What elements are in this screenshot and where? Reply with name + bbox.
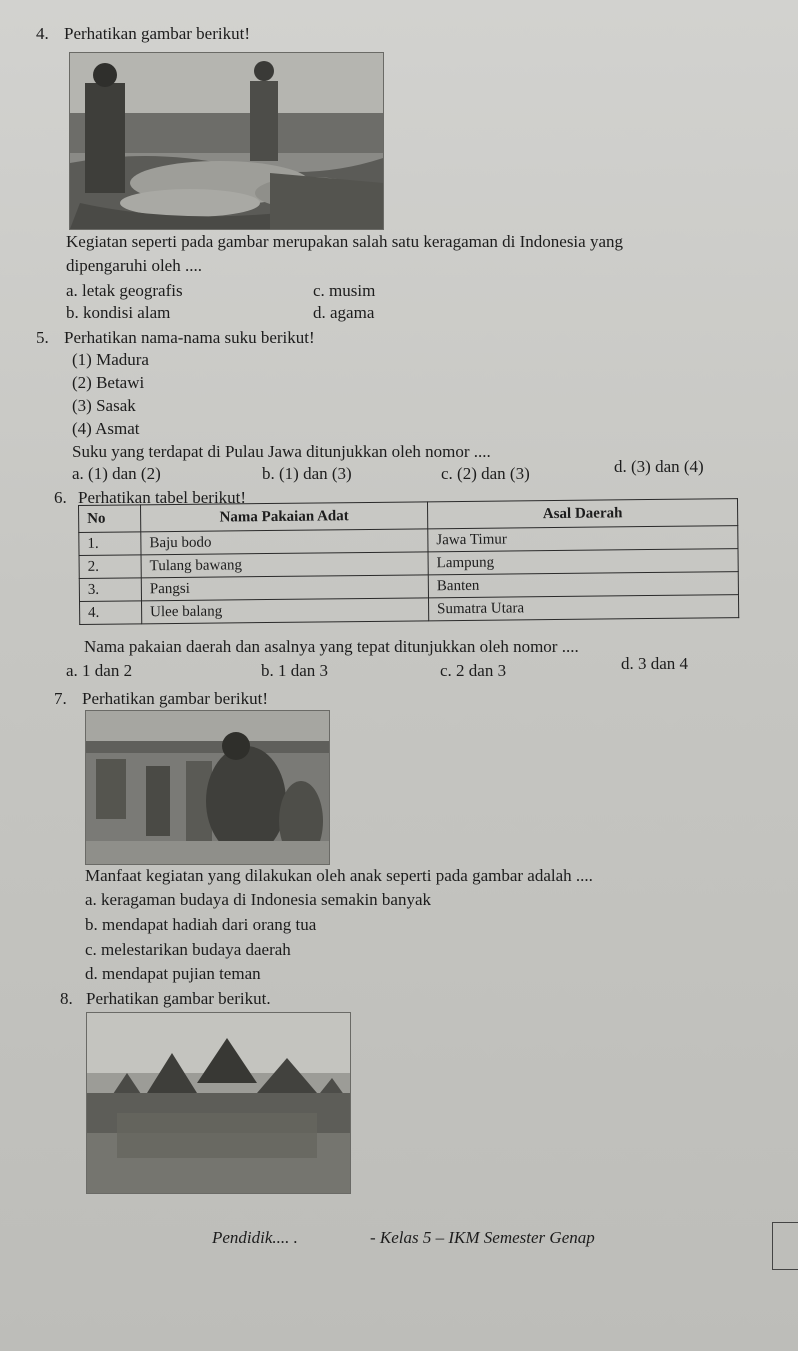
q6-stem: Nama pakaian daerah dan asalnya yang tepat ditunjukkan oleh nomor .... <box>84 637 579 656</box>
q5-option-b: b. (1) dan (3) <box>262 464 352 483</box>
q6-number: 6. <box>54 488 67 507</box>
q5-item-2: (2) Betawi <box>72 373 145 392</box>
fish-market-photo <box>69 52 384 230</box>
q7-option-a: a. keragaman budaya di Indonesia semakin banyak <box>85 890 432 909</box>
q6-option-c: c. 2 dan 3 <box>440 661 507 680</box>
q7-stem: Manfaat kegiatan yang dilakukan oleh anak seperti pada gambar adalah .... <box>85 866 593 885</box>
cell-nama: Pangsi <box>141 575 428 601</box>
cell-nama: Baju bodo <box>141 529 428 555</box>
q4-stem-line2: dipengaruhi oleh .... <box>66 256 202 275</box>
q5-item-4: (4) Asmat <box>72 419 140 438</box>
pakaian-adat-table <box>78 498 739 625</box>
q4-intro: Perhatikan gambar berikut! <box>64 24 250 43</box>
q4-option-c: c. musim <box>313 281 376 300</box>
q7-number: 7. <box>54 689 67 708</box>
q6-option-a: a. 1 dan 2 <box>66 661 133 680</box>
cell-asal: Sumatra Utara <box>428 595 738 621</box>
cell-asal: Jawa Timur <box>428 526 738 552</box>
footer-right: - Kelas 5 – IKM Semester Genap <box>370 1228 595 1247</box>
header-nama: Nama Pakaian Adat <box>141 502 428 532</box>
page-edge-box <box>772 1222 798 1270</box>
q4-stem-line1: Kegiatan seperti pada gambar merupakan salah satu keragaman di Indonesia yang <box>66 232 623 251</box>
header-asal: Asal Daerah <box>427 499 737 529</box>
q5-item-1: (1) Madura <box>72 350 149 369</box>
q5-option-c: c. (2) dan (3) <box>441 464 530 483</box>
q6-option-b: b. 1 dan 3 <box>261 661 329 680</box>
q4-option-a: a. letak geografis <box>66 281 183 300</box>
q4-option-d: d. agama <box>313 303 375 322</box>
q4-number: 4. <box>36 24 49 43</box>
children-dance-photo <box>85 710 330 865</box>
footer-left: Pendidik.... . <box>212 1228 298 1247</box>
q8-number: 8. <box>60 989 73 1008</box>
cell-nama: Ulee balang <box>142 598 429 624</box>
q8-intro: Perhatikan gambar berikut. <box>86 989 271 1008</box>
cell-asal: Banten <box>428 572 738 598</box>
q5-option-d: d. (3) dan (4) <box>614 457 704 476</box>
q7-option-d: d. mendapat pujian teman <box>85 964 261 983</box>
q5-option-a: a. (1) dan (2) <box>72 464 161 483</box>
q6-intro: Perhatikan tabel berikut! <box>78 488 247 507</box>
cell-nama: Tulang bawang <box>141 552 428 578</box>
temple-photo <box>86 1012 351 1194</box>
q5-intro: Perhatikan nama-nama suku berikut! <box>64 328 315 347</box>
q6-option-d: d. 3 dan 4 <box>621 654 689 673</box>
q5-number: 5. <box>36 328 49 347</box>
cell-no: 3. <box>79 578 141 602</box>
cell-no: 1. <box>79 532 141 556</box>
q5-item-3: (3) Sasak <box>72 396 136 415</box>
q7-option-c: c. melestarikan budaya daerah <box>85 940 291 959</box>
header-no: No <box>79 505 141 533</box>
cell-no: 4. <box>80 601 142 625</box>
q7-option-b: b. mendapat hadiah dari orang tua <box>85 915 317 934</box>
q5-stem: Suku yang terdapat di Pulau Jawa ditunjukkan oleh nomor .... <box>72 442 491 461</box>
cell-no: 2. <box>79 555 141 579</box>
q7-intro: Perhatikan gambar berikut! <box>82 689 268 708</box>
q4-option-b: b. kondisi alam <box>66 303 171 322</box>
cell-asal: Lampung <box>428 549 738 575</box>
